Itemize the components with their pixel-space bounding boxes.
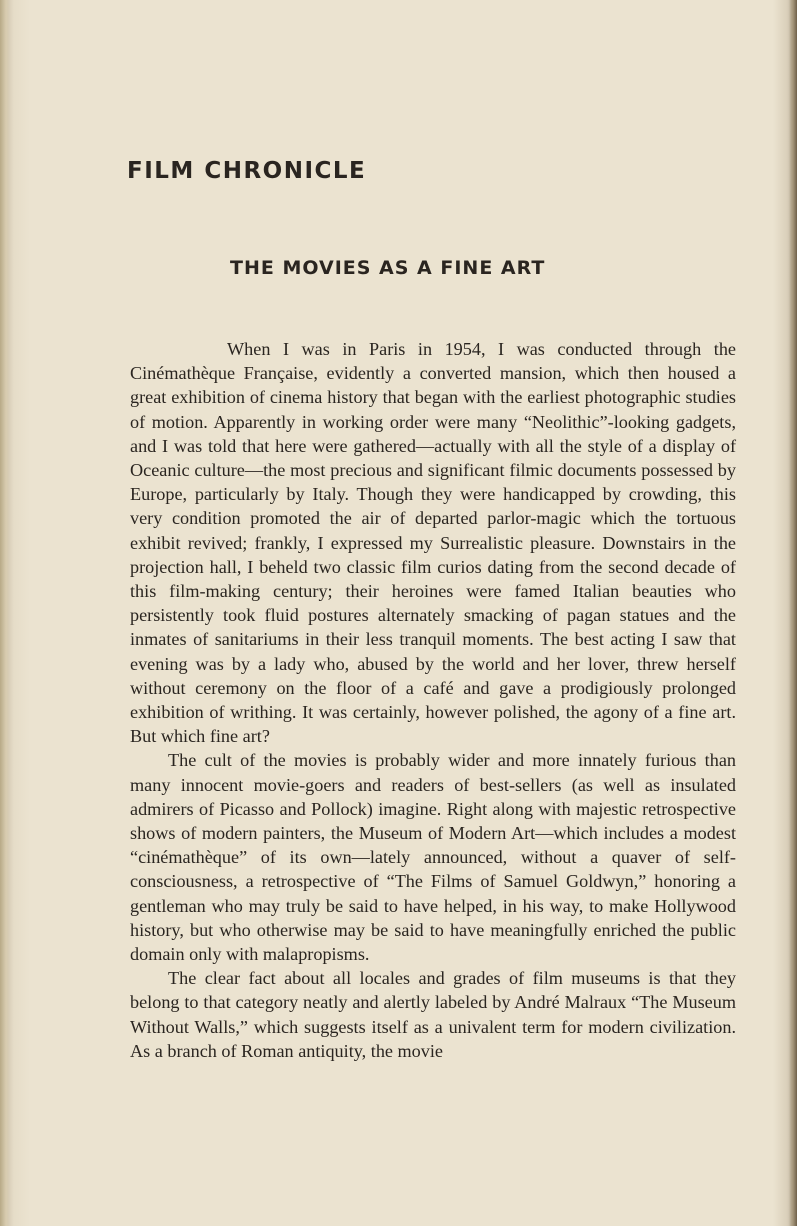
page-left-edge	[0, 0, 10, 1226]
paragraph-3: The clear fact about all locales and grades of film museums is that they belong to that category neatly and alertly labeled by André Malraux “The Museum Without Walls,” which suggests itself as a univalent term for modern civilization. As a branch of Roman antiquity, the movie	[130, 968, 736, 1061]
page-right-edge	[789, 0, 797, 1226]
paragraph-2: The cult of the movies is probably wider and more innately furious than many innocent movie-goers and readers of best-sellers (as well as insulated admirers of Picasso and Pollock) imagine. Right along with majestic retrospective shows of modern painters, the Museum of Modern Art—which includes a modest “cinémathèque” of its own—lately announced, without a quaver of self-consciousness, a retrospective of “The Films of Samuel Goldwyn,” honoring a gentleman who may truly be said to have helped, in his way, to make Hollywood history, but who otherwise may be said to have meaningfully enriched the public domain only with malapropisms.	[130, 750, 736, 965]
article-title: THE MOVIES AS A FINE ART	[230, 257, 546, 279]
section-heading: FILM CHRONICLE	[127, 158, 367, 184]
article-body	[130, 337, 736, 1063]
paragraph-1: When I was in Paris in 1954, I was conducted through the Cinémathèque Française, evidently a converted mansion, which then housed a great exhibition of cinema history that began with the earliest photographic studies of motion. Apparently in working order were many “Neolithic”-looking gadgets, and I was told that here were gathered—actually with all the style of a display of Oceanic culture—the most precious and significant filmic documents possessed by Europe, particularly by Italy. Though they were handicapped by crowding, this very condition promoted the air of departed parlor-magic which the tortuous exhibit revived; frankly, I expressed my Surrealistic pleasure. Downstairs in the projection hall, I beheld two classic film curios dating from the second decade of this film-making century; their heroines were famed Italian beauties who persistently took fluid postures alternately smacking of pagan statues and the inmates of sanitariums in their less tranquil moments. The best acting I saw that evening was by a lady who, abused by the world and her lover, threw herself without ceremony on the floor of a café and gave a prodigiously prolonged exhibition of writhing. It was certainly, however polished, the agony of a fine art. But which fine art?	[130, 339, 736, 747]
